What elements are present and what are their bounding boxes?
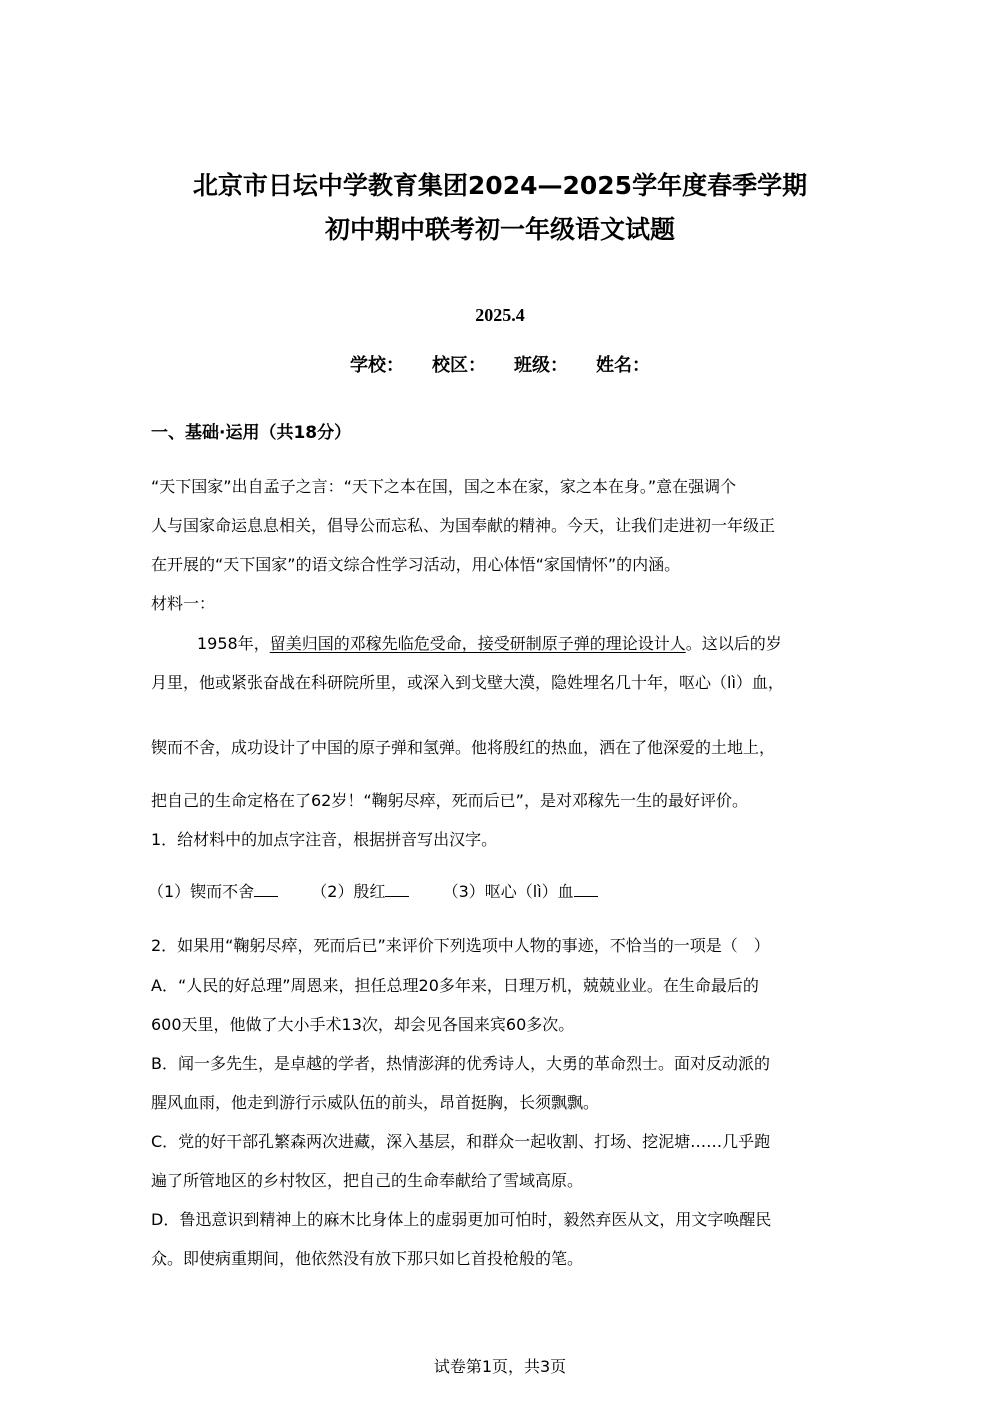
q1-item-3: （3）呕心（lì）血 (442, 882, 574, 901)
option-a-line: A．“人民的好总理”周恩来，担任总理20多年来，日理万机，兢兢业业。在生命最后的 (151, 976, 759, 995)
answer-blank[interactable] (574, 882, 598, 897)
q1-item-1: （1）锲而不舍 (148, 882, 255, 901)
option-b (151, 1044, 851, 1122)
answer-blank[interactable] (254, 882, 278, 897)
material-line-1-prefix: 1958年， (197, 634, 270, 653)
answer-blank[interactable] (385, 882, 409, 897)
option-d-line: 众。即使病重期间，他依然没有放下那只如匕首投枪般的笔。 (151, 1249, 584, 1268)
class-label: 班级： (514, 355, 568, 376)
exam-date: 2025.4 (475, 305, 525, 325)
material-line-4: 把自己的生命定格在了62岁！“鞠躬尽瘁，死而后已”，是对邓稼先一生的最好评价。 (151, 791, 748, 810)
campus-label: 校区： (432, 355, 486, 376)
material-line-2: 月里，他或紧张奋战在科研院所里，或深入到戈壁大漠，隐姓埋名几十年，呕心（lì）血， (151, 673, 784, 692)
option-d-line: D．鲁迅意识到精神上的麻木比身体上的虚弱更加可怕时，毅然弃医从文，用文字唤醒民 (151, 1210, 772, 1229)
option-b-line: 腥风血雨，他走到游行示威队伍的前头，昂首挺胸，长须飘飘。 (151, 1093, 600, 1112)
question-1-items (148, 880, 626, 904)
intro-line: 在开展的“天下国家”的语文综合性学习活动，用心体悟“家国情怀”的内涵。 (151, 555, 681, 574)
option-b-line: B．闻一多先生，是卓越的学者，热情澎湃的优秀诗人，大勇的革命烈士。面对反动派的 (151, 1054, 770, 1073)
q1-item-2: （2）殷红 (311, 882, 386, 901)
option-c-line: 遍了所管地区的乡村牧区，把自己的生命奉献给了雪域高原。 (151, 1171, 584, 1190)
page-footer: 试卷第1页，共3页 (433, 1357, 567, 1376)
intro-line: 人与国家命运息息相关，倡导公而忘私、为国奉献的精神。今天，让我们走进初一年级正 (151, 516, 776, 535)
question-1-stem: 1．给材料中的加点字注音，根据拼音写出汉字。 (151, 830, 498, 849)
option-c-line: C．党的好干部孔繁森两次进藏，深入基层，和群众一起收割、打场、挖泥塘……几乎跑 (151, 1132, 771, 1151)
question-2-stem: 2．如果用“鞠躬尽瘁，死而后已”来评价下列选项中人物的事迹，不恰当的一项是（ ） (151, 936, 770, 955)
name-label: 姓名： (596, 355, 650, 376)
section-heading: 一、基础·运用（共18分） (151, 423, 352, 443)
school-label: 学校： (350, 355, 404, 376)
student-info-row (0, 353, 1000, 379)
intro-line: “天下国家”出自孟子之言：“天下之本在国，国之本在家，家之本在身。”意在强调个 (151, 477, 737, 496)
option-a (151, 966, 851, 1044)
intro-paragraph (151, 467, 851, 584)
option-a-line: 600天里，他做了大小手术13次，却会见各国来宾60多次。 (151, 1015, 575, 1034)
material-label: 材料一： (151, 594, 216, 613)
exam-title-line-2: 初中期中联考初一年级语文试题 (324, 215, 675, 244)
underlined-phrase: 留美归国的邓稼先临危受命，接受研制原子弹的理论设计人 (269, 634, 686, 653)
exam-title-line-1: 北京市日坛中学教育集团2024—2025学年度春季学期 (192, 171, 808, 200)
option-c (151, 1122, 851, 1200)
material-line-1 (151, 624, 851, 663)
option-d (151, 1200, 851, 1278)
material-line-3: 锲而不舍，成功设计了中国的原子弹和氢弹。他将殷红的热血，洒在了他深爱的土地上， (151, 738, 776, 757)
material-paragraph (151, 624, 851, 702)
material-line-1-suffix: 。这以后的岁 (685, 634, 782, 653)
